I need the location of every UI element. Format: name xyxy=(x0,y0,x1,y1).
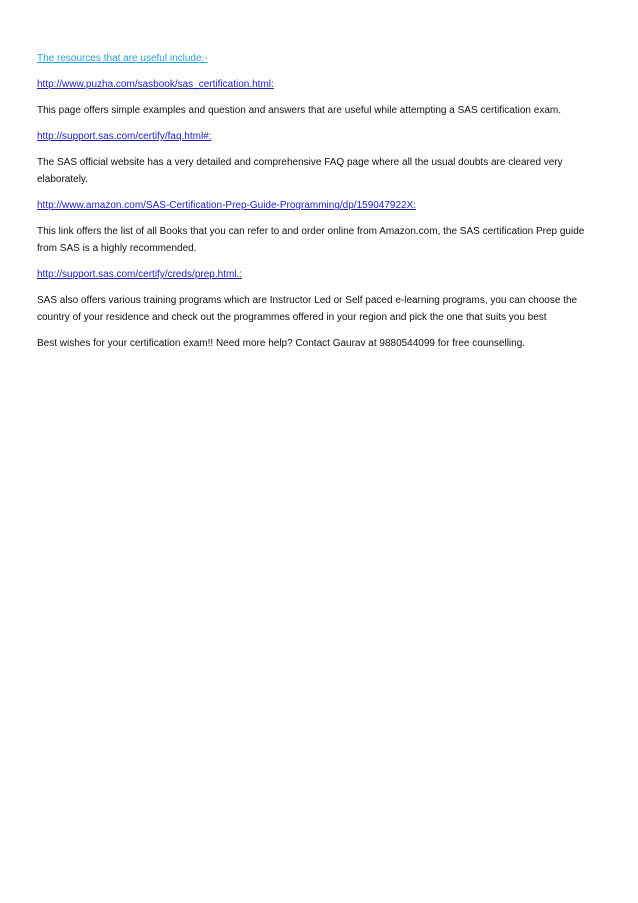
amazon-prep-guide-description: This link offers the list of all Books that you can refer to and order online from Amazon.com, the SAS certification Prep guide from SAS is a highly recommended. xyxy=(37,226,585,254)
puzha-sasbook-description: This page offers simple examples and question and answers that are useful while attempting a SAS certification exam. xyxy=(37,105,561,116)
closing-message: Best wishes for your certification exam!! Need more help? Contact Gaurav at 9880544099 for free counselling. xyxy=(37,338,526,349)
sas-training-prep-link[interactable]: http://support.sas.com/certify/creds/prep.html.: xyxy=(37,269,243,280)
puzha-sasbook-link[interactable]: http://www.puzha.com/sasbook/sas_certification.html: xyxy=(37,79,274,90)
document-page xyxy=(37,50,607,361)
resource-link-paragraph xyxy=(37,128,607,145)
sas-faq-link[interactable]: http://support.sas.com/certify/faq.html#: xyxy=(37,131,212,142)
resource-link-paragraph xyxy=(37,266,607,283)
resource-link-paragraph xyxy=(37,76,607,93)
sas-training-prep-description: SAS also offers various training programs which are Instructor Led or Self paced e-learning programs, you can choose the country of your residence and check out the programmes offered in your region and pick the one that suits you best xyxy=(37,295,578,323)
resource-link-paragraph xyxy=(37,197,607,214)
resources-heading: The resources that are useful include:- xyxy=(37,53,208,64)
sas-faq-description: The SAS official website has a very detailed and comprehensive FAQ page where all the usual doubts are cleared very elaborately. xyxy=(37,157,563,185)
amazon-prep-guide-link[interactable]: http://www.amazon.com/SAS-Certification-Prep-Guide-Programming/dp/159047922X: xyxy=(37,200,417,211)
